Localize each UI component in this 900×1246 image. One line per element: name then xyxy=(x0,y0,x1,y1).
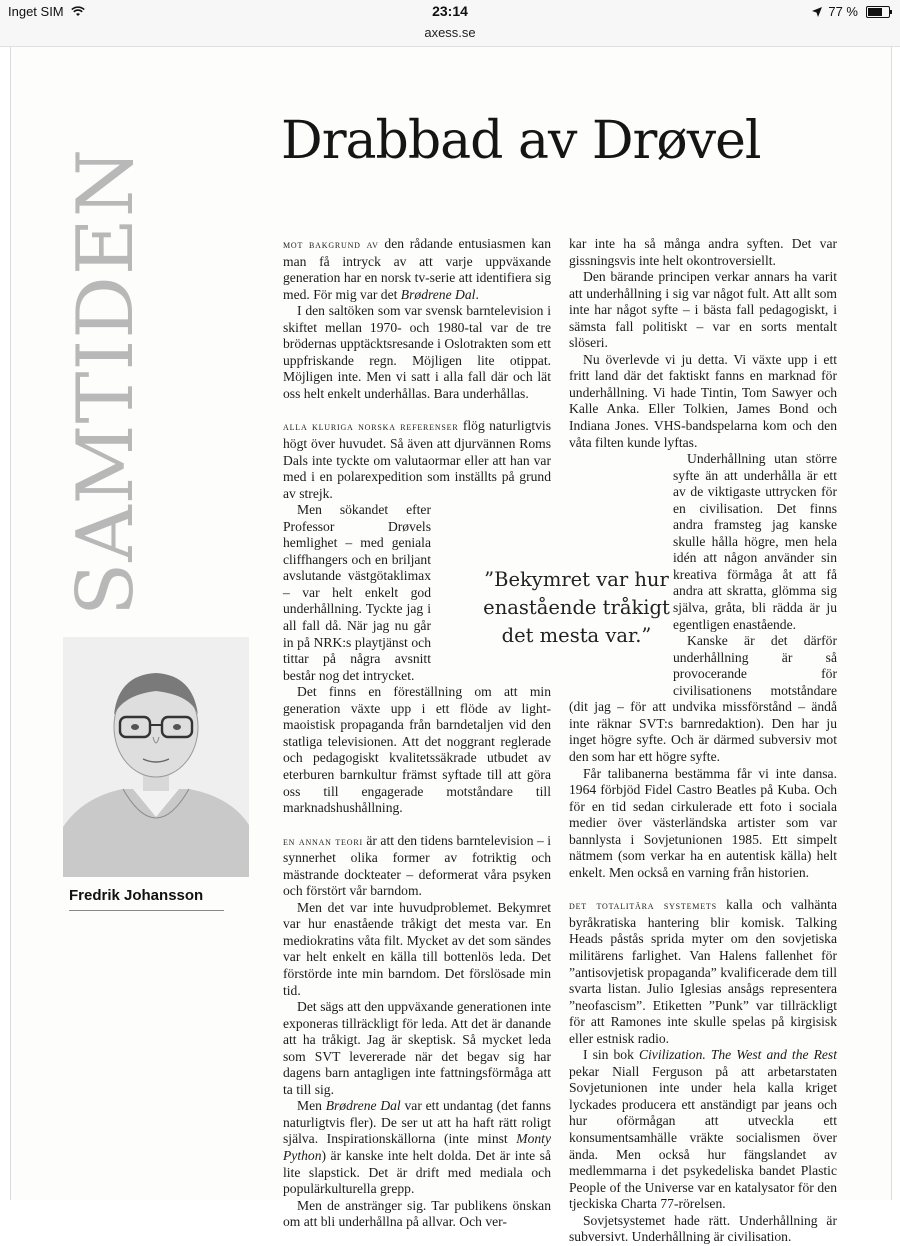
address-bar[interactable] xyxy=(0,22,900,47)
lead-in: mot bakgrund av xyxy=(283,239,379,251)
quote-space xyxy=(569,569,673,687)
lead-in: en annan teori xyxy=(283,835,363,848)
text-emphasis: Brødrene Dal xyxy=(325,1098,401,1114)
text: flög naturligtvis högt över huvudet. Så även att djurvännen Roms Dals inte tyckte om valutaormar eller att han var med i en polarexpedition som inställts på grund av strejk. xyxy=(283,418,552,501)
paragraph xyxy=(283,833,551,900)
text: kalla och valhänta byråkratiska hantering blir komisk. Talking Heads påstås sprida myter om den sovjetiska militärens farlighet. Van Halens fallenhet för ”antisovjetisk propaganda” kvalificerade dem till svarta listan. Julio Iglesias ansågs representera ”neofascism”. Etiketten ”Punk” var tillräckligt för att Ramones inte skulle spelas på kirgisisk eller estnisk radio. xyxy=(569,897,837,1046)
battery-icon xyxy=(866,6,890,18)
paragraph xyxy=(283,1098,551,1197)
text: Men xyxy=(297,1098,326,1114)
paragraph: Den bärande principen verkar annars ha varit att underhållning i sig var något fult. Att allt som inte har något syfte – i bästa fall pedagogiskt, i sämsta fall politiskt – var en sorts mentalt slöseri. xyxy=(569,269,837,351)
lead-in: alla kluriga norska referenser xyxy=(283,421,459,434)
author-byline: Fredrik Johansson xyxy=(69,887,224,911)
article-column-2 xyxy=(569,236,837,1246)
quote-space xyxy=(431,535,551,653)
paragraph: Men de anstränger sig. Tar publikens önskan om att bli underhållna på allvar. Och ver- xyxy=(283,1197,551,1230)
section-label xyxy=(56,97,156,667)
paragraph xyxy=(283,418,551,502)
text: . xyxy=(475,286,479,302)
paragraph xyxy=(569,897,837,1047)
paragraph: Men det var inte huvudproblemet. Bekymret var hur enastående tråkigt det mesta var. En mediokratins våta filt. Mycket av det som sändes var helt enkelt en källa till bottenlös leda. Det förstörde inte min barndom. Det förslösade min tid. xyxy=(283,899,551,998)
paragraph: Men sökandet efter Professor Drøvels hemlighet – med geniala cliffhangers och en briljant avslutande västgötaklimax – var helt enkelt god underhållning. Tyckte jag i all fall då. När jag nu går in på NRK:s playtjänst och tittar på några avsnitt består nog det intrycket. xyxy=(283,502,431,683)
text-emphasis: Brødrene Dal xyxy=(400,286,476,302)
text: den rådande entusiasmen kan man få intryck av att varje uppväxande generation har en norsk tv-serie att identifiera sig med. För mig var det xyxy=(283,236,551,302)
author-portrait xyxy=(63,637,249,877)
status-right xyxy=(812,4,890,19)
section-title: SAMTIDEN xyxy=(61,147,151,617)
author-sketch-image xyxy=(63,637,249,877)
text: var ett undantag (det fanns naturligtvis fler). De ser ut att ha haft rätt roligt själva. Inspirationskällorna (inte minst xyxy=(283,1098,551,1147)
text: pekar Niall Ferguson på att arbetarstaten Sovjetunionen inte under hela kalla kriget lyckades producera ett anständigt par jeans och hur oförmågan att utveckla ett konsumentsamhälle vräkte socialismen över ända. Men också hur fängslandet av medlemmarna i det psykedeliska bandet Plastic People of the Universe var en katalysator för den tjeckiska Charta 77-rörelsen. xyxy=(569,1063,837,1212)
text: ) är kanske inte helt dolda. Det är inte så lite slapstick. Det är drift med mediala och populärkulturella grepp. xyxy=(283,1147,551,1197)
paragraph: Får talibanerna bestämma får vi inte dansa. 1964 förbjöd Fidel Castro Beatles på Kuba. Och för en tid sedan cirkulerade ett foto i sociala medier över västerländska artister som var bannlysta i Sovjetunionen 1985. Ett simpelt nätmem (som verkar ha en autentisk källa) helt enkelt. Men också en varning från historien. xyxy=(569,765,837,880)
battery-percent: 77 % xyxy=(828,4,858,19)
url-text[interactable]: axess.se xyxy=(424,25,476,40)
text-emphasis: Civilization. The West and the Rest xyxy=(638,1047,837,1063)
clock: 23:14 xyxy=(432,3,468,19)
battery-level xyxy=(868,8,882,16)
text: I sin bok xyxy=(583,1047,639,1063)
paragraph: Det finns en föreställning om att min generation växte upp i ett flöde av light-maoistisk propaganda från barndetaljen vid den statliga televisionen. Att det noggrant reglerade och pedagogiskt kvalitetssäkrade utbudet av eterburen barnkultur främst syftade till att göra oss till engagerade motståndare till marknadshushållning. xyxy=(283,684,551,816)
lead-in: det totalitära systemets xyxy=(569,900,717,913)
paragraph: Sovjetsystemet hade rätt. Underhållning är subversivt. Underhållning är civilisation. xyxy=(569,1212,837,1245)
carrier-label: Inget SIM xyxy=(8,4,64,19)
paragraph: Nu överlevde vi ju detta. Vi växte upp i ett fritt land där det faktiskt fanns en marknad för underhållning. Vi hade Tintin, Tom Sawyer och Kalle Anka. Eller Tolkien, James Bond och Indiana Jones. VHS-bandspelarna kom och den våta filten kunde lyftas. xyxy=(569,351,837,450)
paragraph: I den saltöken som var svensk barntelevision i skiftet mellan 1970- och 1980-tal var de tre brödernas upptäcktsresande i Oslotrakten som ett uppfriskande regn. Möjligen lite otippat. Möjligen inte. Men vi satt i alla fall där och lät oss helt enkelt underhållas. Bara underhållas. xyxy=(283,303,551,401)
status-bar xyxy=(0,0,900,22)
article-column-1 xyxy=(283,236,551,1231)
paragraph: Kanske är det därför underhållning är så provocerande för civilisationens motståndare (dit jag – för att undvika missförstånd – ändå inte räknar SVT:s barnredaktion). Den har ju inget högre syfte. Och är därmed subversiv mot den som har ett högre syfte. xyxy=(569,633,837,764)
article-title: Drabbad av Drøvel xyxy=(281,111,761,171)
magazine-page xyxy=(10,47,892,1245)
paragraph: kar inte ha så många andra syften. Det var gissningsvis inte helt okontroversiellt. xyxy=(569,236,837,268)
pull-quote: ”Bekymret var hur enastående tråkigt det mesta var.” xyxy=(469,566,684,658)
location-arrow-icon xyxy=(812,7,822,17)
paragraph: Underhållning utan större syfte än att underhålla är ett av de viktigaste uttrycken för en civilisation. Det finns andra framsteg jag kanske skulle hålla högre, men hela idén att någon använder sin kreativa förmåga åt att få andra att skratta, glömma sig själva, gråta, bli rädda är ju egentligen enastående. xyxy=(673,451,837,632)
text: är att den tidens barntelevision – i synnerhet olika former av fotriktig och mästrande dockteater – deformerat våra psyken och förstört vår barndom. xyxy=(283,832,551,899)
paragraph xyxy=(569,1047,837,1212)
paragraph: Det sägs att den uppväxande generationen inte exponeras tillräckligt för leda. Att det är danande att ha tråkigt. Jag är skeptisk. Så mycket leda som SVT levererade när det begav sig har dagens barn antagligen inte fattningsförmåga att ta till sig. xyxy=(283,999,551,1097)
text-emphasis: Monty Python xyxy=(283,1131,551,1163)
paragraph xyxy=(283,236,551,303)
